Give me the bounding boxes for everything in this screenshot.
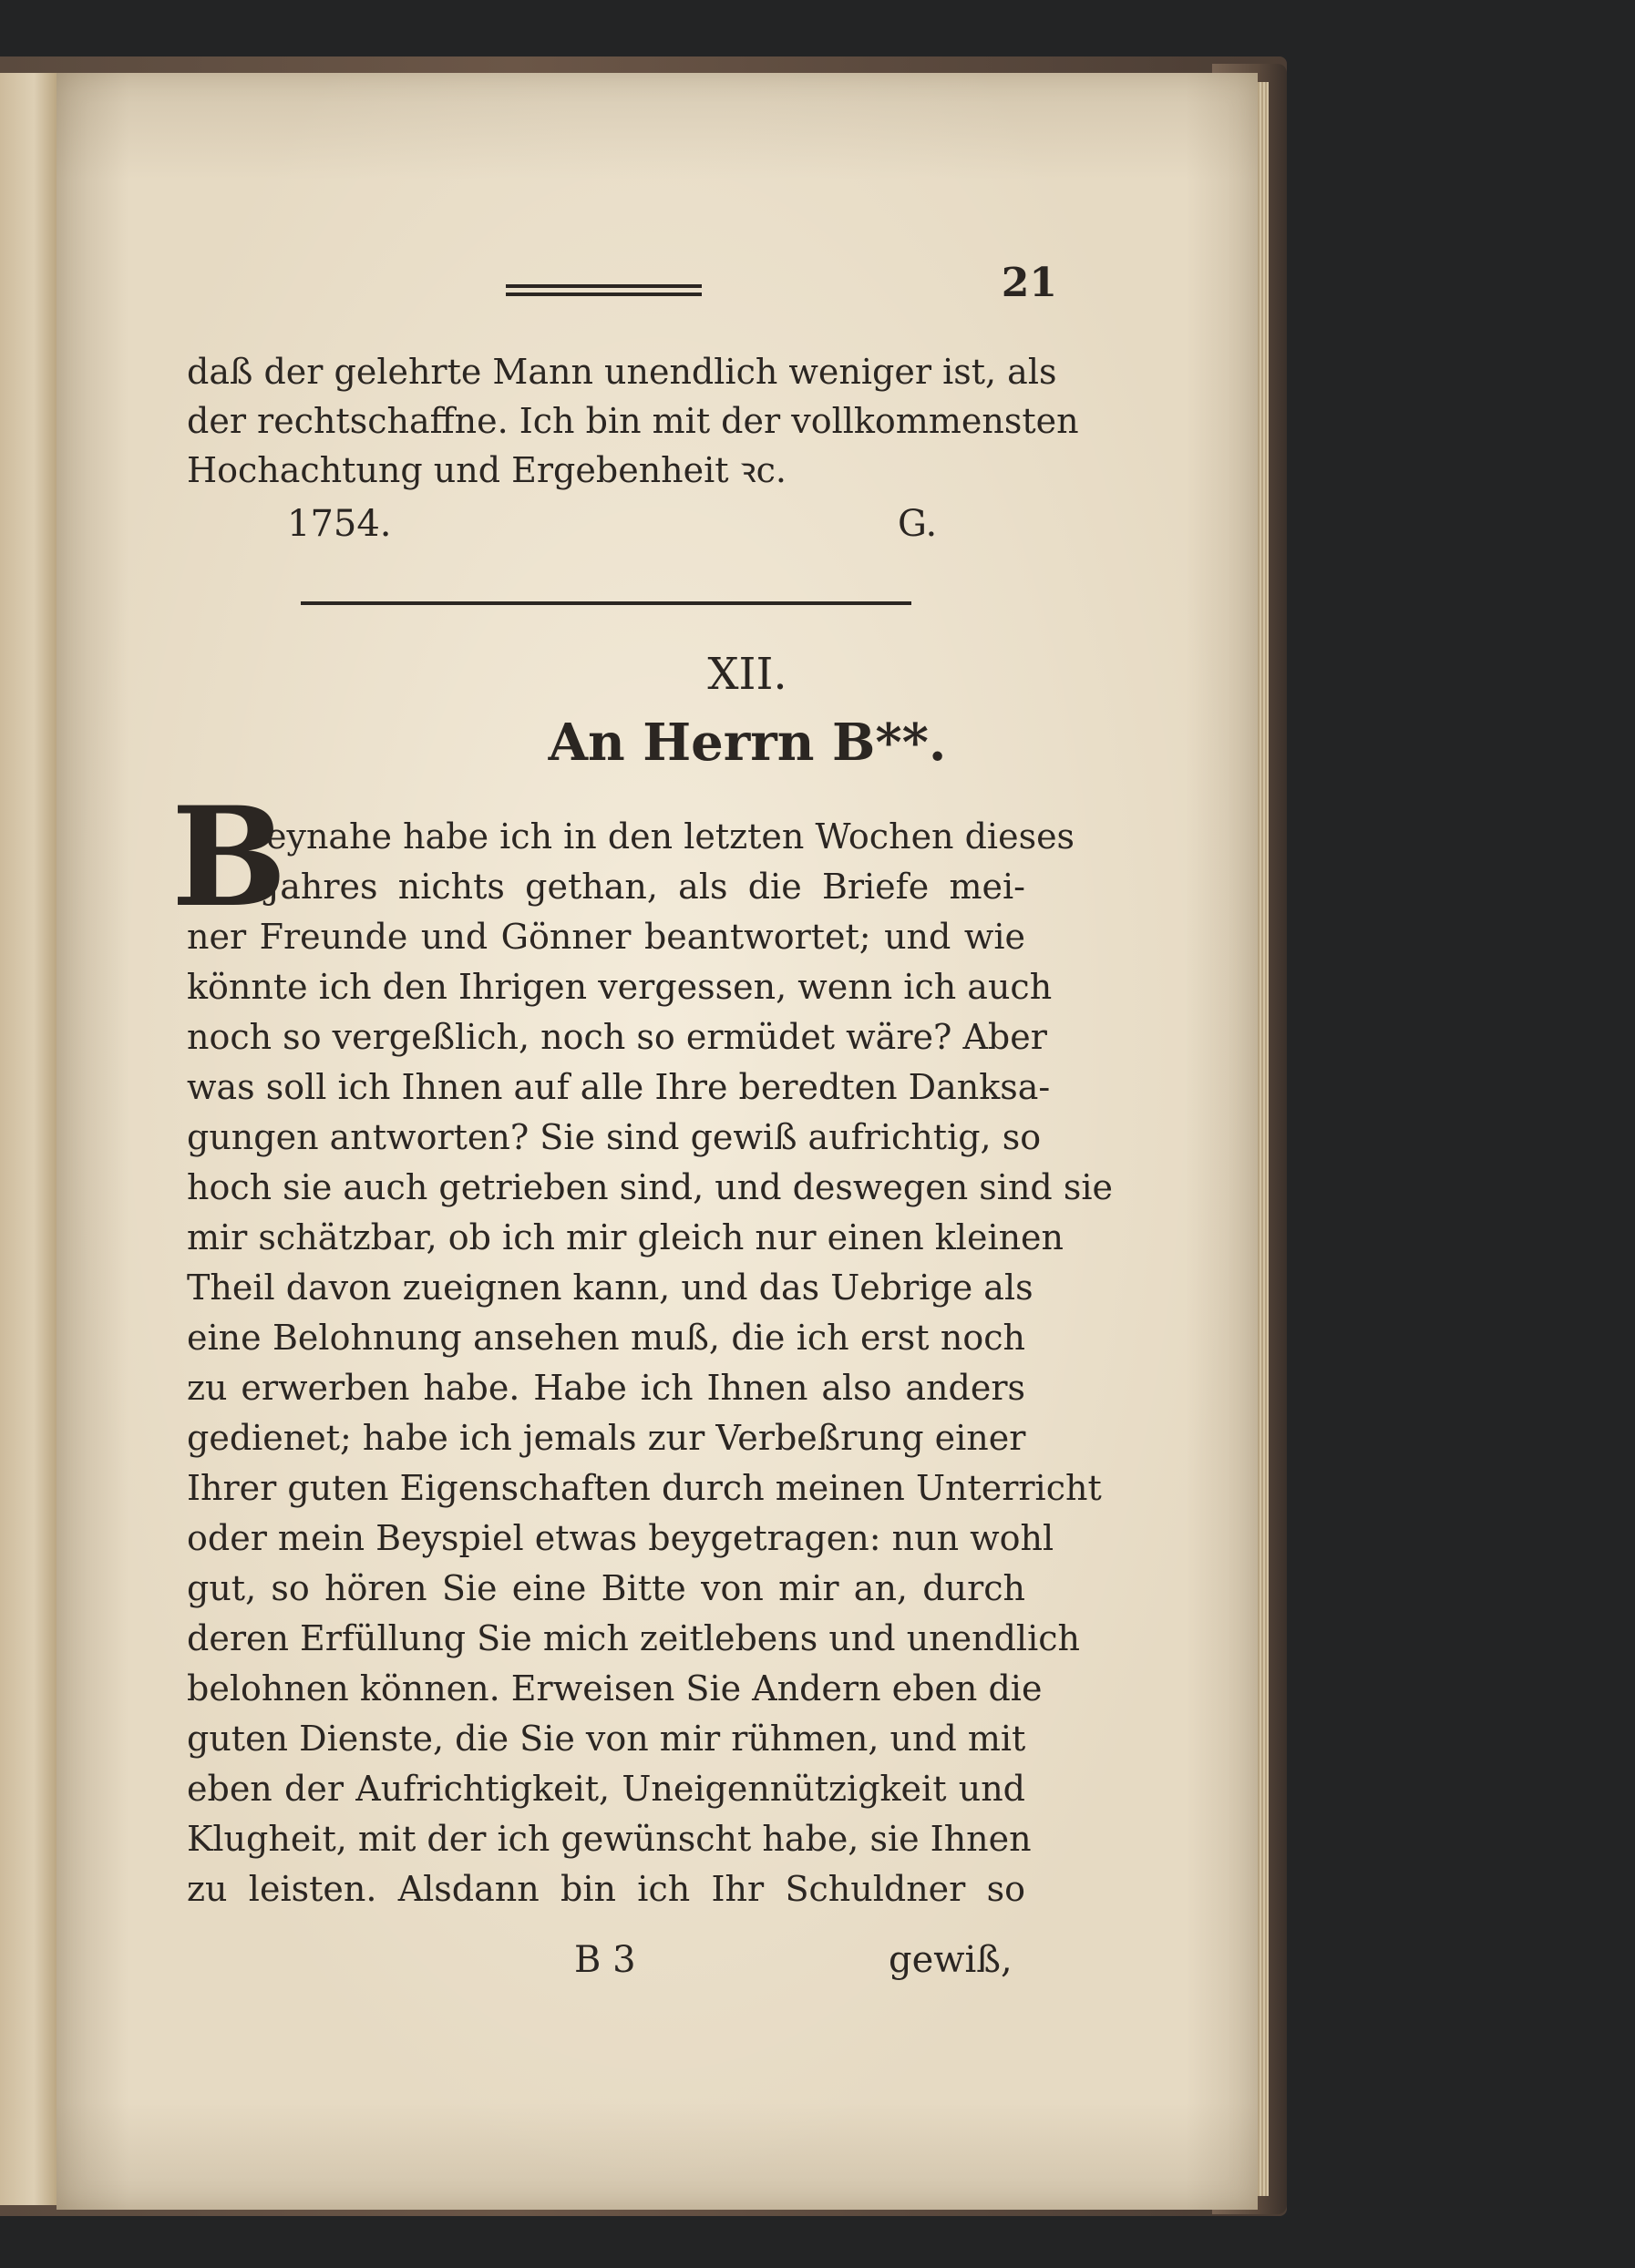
catchword: gewiß, [889, 1939, 1013, 1981]
section-title-text: An Herrn B**. [548, 713, 947, 773]
text-line: gut, so hören Sie eine Bitte von mir an, durch [187, 1568, 1025, 1608]
text-line: eine Belohnung ansehen muß, die ich erst noch [187, 1318, 1025, 1358]
text-line: Ihrer guten Eigenschaften durch meinen Unterricht [187, 1468, 1102, 1508]
text-line: der rechtschaffne. Ich bin mit der vollkommensten [187, 401, 1079, 441]
signature-mark: B 3 [574, 1939, 636, 1981]
text-line: noch so vergeßlich, noch so ermüdet wäre? Aber [187, 1017, 1047, 1057]
text-line: was soll ich Ihnen auf alle Ihre beredten Danksa- [187, 1067, 1051, 1107]
text-line: Jahres nichts gethan, als die Briefe mei- [266, 867, 1025, 907]
facing-page-edge [0, 73, 58, 2205]
page-stack-edge [1256, 82, 1269, 2196]
text-line: gedienet; habe ich jemals zur Verbeßrung einer [187, 1418, 1026, 1458]
text-line: daß der gelehrte Mann unendlich weniger ist, als [187, 352, 1057, 392]
letter-year: 1754. [287, 503, 392, 545]
text-line: Hochachtung und Ergebenheit ꝛc. [187, 450, 787, 490]
section-number [0, 649, 1276, 700]
section-number-text: XII. [707, 649, 787, 700]
text-line: könnte ich den Ihrigen vergessen, wenn ich auch [187, 967, 1053, 1007]
page-number: 21 [1001, 260, 1057, 306]
text-line: eynahe habe ich in den letzten Wochen dieses [266, 816, 1075, 857]
text-line: Klugheit, mit der ich gewünscht habe, sie Ihnen [187, 1819, 1032, 1859]
text-line: mir schätzbar, ob ich mir gleich nur einen kleinen [187, 1217, 1064, 1257]
section-divider [301, 601, 911, 605]
text-line: deren Erfüllung Sie mich zeitlebens und unendlich [187, 1618, 1080, 1658]
text-line: guten Dienste, die Sie von mir rühmen, und mit [187, 1719, 1026, 1759]
text-line: Theil davon zueignen kann, und das Uebrige als [187, 1267, 1033, 1308]
text-line: ner Freunde und Gönner beantwortet; und wie [187, 917, 1025, 957]
text-line: zu leisten. Alsdann bin ich Ihr Schuldner so [187, 1869, 1025, 1909]
drop-cap: B [171, 777, 287, 938]
letter-signature: G. [898, 503, 938, 545]
text-line: oder mein Beyspiel etwas beygetragen: nun wohl [187, 1518, 1054, 1558]
text-line: belohnen können. Erweisen Sie Andern eben die [187, 1668, 1043, 1709]
text-line: gungen antworten? Sie sind gewiß aufrichtig, so [187, 1117, 1042, 1157]
header-rule [506, 284, 702, 301]
text-line: eben der Aufrichtigkeit, Uneigennützigkeit und [187, 1769, 1025, 1809]
text-line: hoch sie auch getrieben sind, und deswegen sind sie [187, 1167, 1113, 1207]
section-title [0, 713, 1276, 773]
text-line: zu erwerben habe. Habe ich Ihnen also anders [187, 1368, 1025, 1408]
